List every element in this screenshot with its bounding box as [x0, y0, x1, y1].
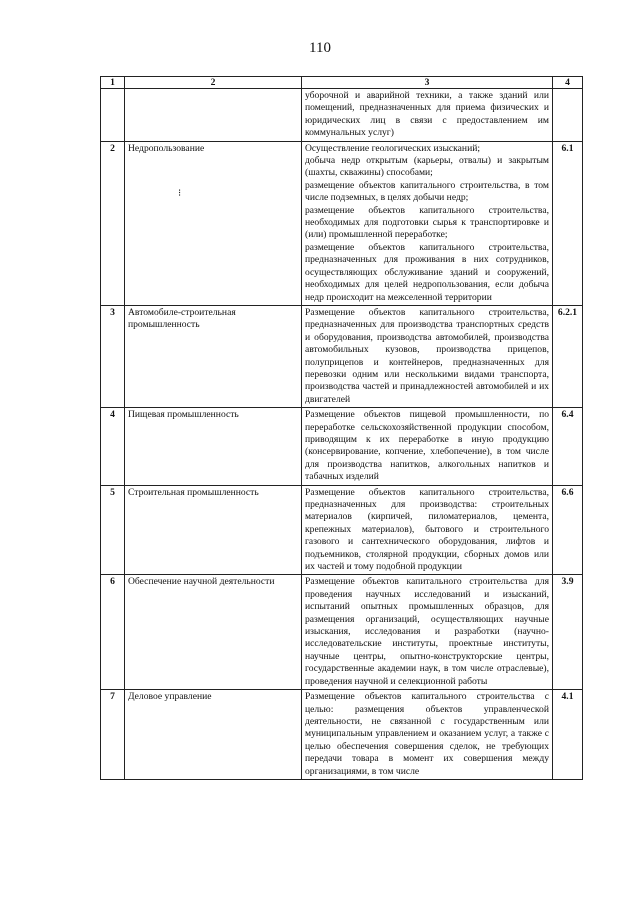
- row-name: Пищевая промышленность: [125, 408, 302, 485]
- row-description: [302, 485, 553, 575]
- description-line: Размещение объектов пищевой промышленности, по переработке сельскохозяйственной продукции способом, приводящим к их переработке в иную продукцию (консервирование, копчение, хлебопечение), в том числе для производства напитков, алкогольных напитков и табачных изделий: [305, 409, 549, 483]
- row-code: 6.4: [553, 408, 583, 485]
- description-line: Размещение объектов капитального строительства для проведения научных исследований и изысканий, испытаний опытных промышленных образцов, для размещения организаций, осуществляющих научные изыскания, исследования и разработки (научно-исследовательские институты, проектные институты, научные центры, опытно-конструкторские центры, государственные академии наук, в том числе отраслевые), проведения научной и селекционной работы: [305, 576, 549, 687]
- row-name: Автомобиле-строительная промышленность: [125, 305, 302, 407]
- header-col-1: 1: [101, 77, 125, 89]
- table-row: [101, 408, 583, 485]
- row-number: 4: [101, 408, 125, 485]
- row-name: Недропользование: [125, 141, 302, 305]
- row-number: 7: [101, 690, 125, 780]
- description-line: Размещение объектов капитального строительства, предназначенных для производства транспортных средств и оборудования, производства автомобилей, производства автомобильных кузовов, производства прицепов, полуприцепов и контейнеров, предназначенных для перевозки одним или несколькими видами транспорта, производства частей и принадлежностей автомобилей и их двигателей: [305, 306, 549, 405]
- header-col-4: 4: [553, 77, 583, 89]
- table-header-row: [101, 77, 583, 89]
- table-row: [101, 305, 583, 407]
- row-code: 3.9: [553, 575, 583, 690]
- row-code: 6.2.1: [553, 305, 583, 407]
- table-row: [101, 575, 583, 690]
- description-line: Размещение объектов капитального строительства с целью: размещения объектов управленческой деятельности, не связанной с государственным или муниципальным управлением и оказанием услуг, а также с целью обеспечения совершения сделок, не требующих передачи товара в момент их совершения между организациями, в том числе: [305, 691, 549, 777]
- description-line: размещение объектов капитального строительства, в том числе подземных, в целях добычи недр;: [305, 179, 549, 204]
- table-row-continuation: [101, 89, 583, 142]
- table-row: [101, 141, 583, 305]
- header-col-3: 3: [302, 77, 553, 89]
- row-number: 3: [101, 305, 125, 407]
- row-name: Строительная промышленность: [125, 485, 302, 575]
- row-description: [302, 408, 553, 485]
- scan-speck: ⁝: [178, 188, 182, 199]
- row-description: [302, 575, 553, 690]
- row-name-text: Обеспечение научной деятельности: [128, 576, 275, 588]
- row-code: 6.6: [553, 485, 583, 575]
- table-row: [101, 690, 583, 780]
- row-number: 6: [101, 575, 125, 690]
- page-number: 110: [309, 40, 331, 56]
- description-line: Осуществление геологических изысканий;: [305, 142, 480, 154]
- row-number: 5: [101, 485, 125, 575]
- table-row: [101, 485, 583, 575]
- row-description: [302, 141, 553, 305]
- row-code: 4.1: [553, 690, 583, 780]
- row-description: [302, 690, 553, 780]
- header-col-2: 2: [125, 77, 302, 89]
- row-number: 2: [101, 141, 125, 305]
- row-name: [125, 575, 302, 690]
- land-use-table: [100, 76, 583, 780]
- row-code: 6.1: [553, 141, 583, 305]
- description-line: добыча недр открытым (карьеры, отвалы) и закрытым (шахты, скважины) способами;: [305, 155, 549, 179]
- continuation-text: уборочной и аварийной техники, а также зданий или помещений, предназначенных для приема физических и юридических лиц в связи с предоставлением им коммунальных услуг): [302, 89, 553, 142]
- description-line: размещение объектов капитального строительства, необходимых для подготовки сырья к транспортировке и (или) промышленной переработке;: [305, 204, 549, 241]
- description-line: Размещение объектов капитального строительства, предназначенных для производства: строительных материалов (кирпичей, пиломатериалов, цемента, крепежных материалов), бытового и строительного газового и сантехнического оборудования, лифтов и подъемников, столярной продукции, сборных домов или их частей и тому подобной продукции: [305, 486, 549, 573]
- row-name: Деловое управление: [125, 690, 302, 780]
- description-line: размещение объектов капитального строительства, предназначенных для проживания в них сотрудников, осуществляющих обслуживание зданий и сооружений, необходимых для целей недропользования, если добыча недр происходит на межселенной территории: [305, 241, 549, 303]
- row-description: [302, 305, 553, 407]
